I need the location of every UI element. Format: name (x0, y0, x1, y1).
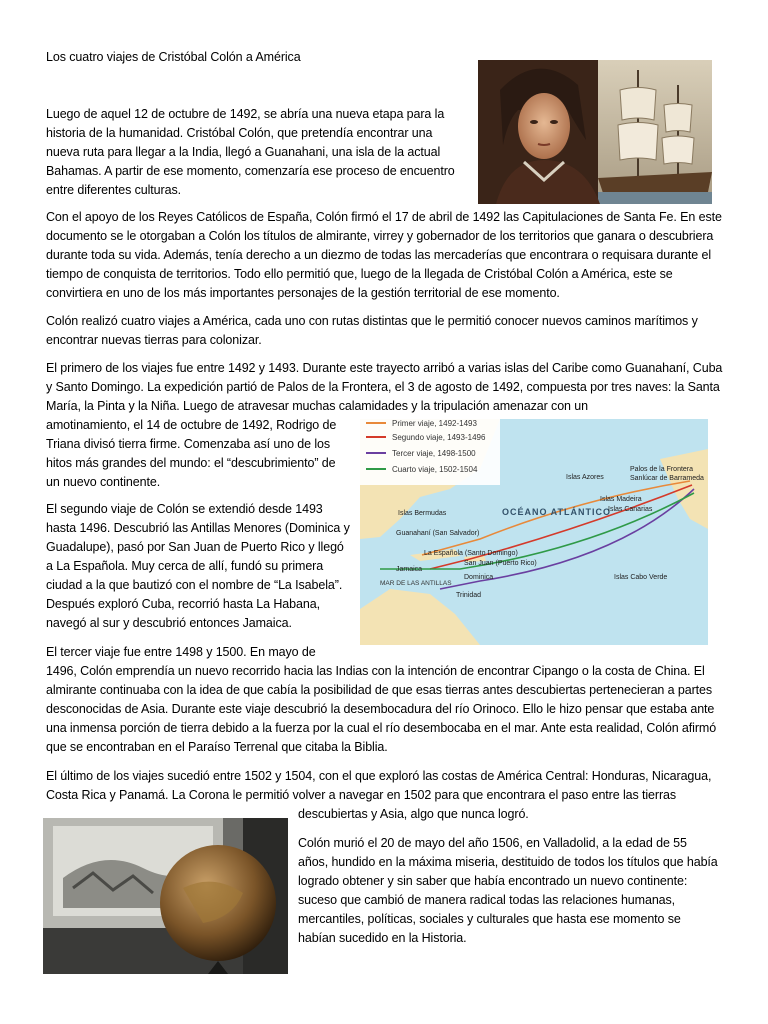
label-sanjuan: San Juan (Puerto Rico) (464, 560, 537, 567)
paragraph-muerte: Colón murió el 20 de mayo del año 1506, en Valladolid, a la edad de 55 años, hundido en la máxima miseria, destituido de todos los títulos que había logrado obtener y sin saber que había encontrado un nuevo continente: suceso que cambió de manera radical todas las relaciones humanas, mercantiles, políticas, sociales y culturales que hasta ese momento se habían sucedido en la Historia. (298, 836, 718, 945)
legend-1: Primer viaje, 1492-1493 (392, 419, 477, 428)
label-bermudas: Islas Bermudas (398, 510, 447, 517)
page-title: Los cuatro viajes de Cristóbal Colón a América (46, 50, 301, 64)
legend-2: Segundo viaje, 1493-1496 (392, 433, 486, 442)
label-palos: Palos de la Frontera (630, 466, 694, 473)
label-mar: MAR DE LAS ANTILLAS (380, 580, 452, 587)
paragraph-tercer-viaje-cont: 1496, Colón emprendía un nuevo recorrido hacia las Indias con la intención de encontrar Cipango o la costa de China. El almirante continuaba con la idea de que cabía la posibilidad de que esas tierras antes descubiertas pertenecieran a partes desconocidas de Asia. Durante este viaje descubrió la desembocadura del río Orinoco. Ello le hizo pensar que estaba ante una inmensa porción de tierra debido a la fuerza por la cual el río desembocaba en el mar. Ante esta realidad, Colón afirmó que se encontraban en el Paraíso Terrenal que citaba la Biblia. (46, 664, 717, 754)
globe-museum-image (43, 818, 288, 974)
paragraph-primer-viaje-cont: amotinamiento, el 14 de octubre de 1492, Rodrigo de Triana divisó tierra firme. Comenzaba así uno de los hitos más grandes del mundo: el “descubrimiento” de un nuevo continente. (46, 418, 337, 489)
paragraph-tercer-viaje: El tercer viaje fue entre 1498 y 1500. En mayo de (46, 645, 316, 659)
paragraph-intro: Luego de aquel 12 de octubre de 1492, se abría una nueva etapa para la historia de la humanidad. Cristóbal Colón, que pretendía encontrar una nueva ruta para llegar a la India, llegó a Guanahani, una isla de la actual Bahamas. A partir de ese momento, comenzaría ese proceso de encuentro entre diferentes culturas. (46, 107, 455, 197)
legend-3: Tercer viaje, 1498-1500 (392, 449, 476, 458)
paragraph-cuatro-viajes: Colón realizó cuatro viajes a América, cada uno con rutas distintas que le permitió conocer nuevos caminos marítimos y encontrar nuevas tierras para colonizar. (46, 314, 698, 347)
ocean-label: OCÉANO ATLÁNTICO (502, 507, 611, 517)
label-dominica: Dominica (464, 574, 494, 581)
label-madeira: Islas Madeira (600, 496, 642, 503)
voyages-map-image (360, 419, 708, 645)
label-canarias: Islas Canarias (608, 506, 653, 513)
columbus-portrait-image (478, 60, 712, 204)
label-sanlucar: Sanlúcar de Barrameda (630, 475, 704, 482)
paragraph-primer-viaje: El primero de los viajes fue entre 1492 y 1493. Durante este trayecto arribó a varias islas del Caribe como Guanahaní, Cuba y Santo Domingo. La expedición partió de Palos de la Frontera, el 3 de agosto de 1492, compuesta por tres naves: la Santa María, la Pinta y la Niña. Luego de atravesar muchas calamidades y la tripulación amenazar con un (46, 361, 723, 413)
label-azores: Islas Azores (566, 474, 604, 481)
label-trinidad: Trinidad (456, 592, 482, 599)
label-jamaica: Jamaica (396, 566, 423, 573)
paragraph-capitulaciones: Con el apoyo de los Reyes Católicos de España, Colón firmó el 17 de abril de 1492 las Capitulaciones de Santa Fe. En este documento se le otorgaban a Colón los títulos de almirante, virrey y gobernador de los territorios que ganara o descubriera durante toda su vida. Además, tenía derecho a un diezmo de todas las mercaderías que encontrara o requisara durante el tiempo de conquista de territorios. Todo ello permitió que, luego de la llegada de Cristóbal Colón a América, este se convirtiera en uno de los más importantes personajes de la gestión territorial de ese momento. (46, 210, 722, 300)
paragraph-segundo-viaje: El segundo viaje de Colón se extendió desde 1493 hasta 1496. Descubrió las Antillas Menores (Dominica y Guadalupe), pasó por San Juan de Puerto Rico y llegó a La Española. Muy cerca de allí, fundó su primera ciudad a la que bautizó con el nombre de “La Isabela”. Después exploró Cuba, recorrió hasta La Habana, navegó al sur y descubrió entonces Jamaica. (46, 502, 350, 630)
paragraph-ultimo-viaje: El último de los viajes sucedió entre 1502 y 1504, con el que exploró las costas de América Central: Honduras, Nicaragua, Costa Rica y Panamá. La Corona le permitió volver a navegar en 1502 para que encontrara el paso entre las tierras (46, 769, 712, 802)
paragraph-ultimo-viaje-cont: descubiertas y Asia, algo que nunca logró. (298, 807, 529, 821)
legend-4: Cuarto viaje, 1502-1504 (392, 465, 478, 474)
label-caboverde: Islas Cabo Verde (614, 574, 668, 581)
label-guanahani: Guanahaní (San Salvador) (396, 530, 480, 537)
label-espanola: La Española (Santo Domingo) (424, 550, 518, 557)
